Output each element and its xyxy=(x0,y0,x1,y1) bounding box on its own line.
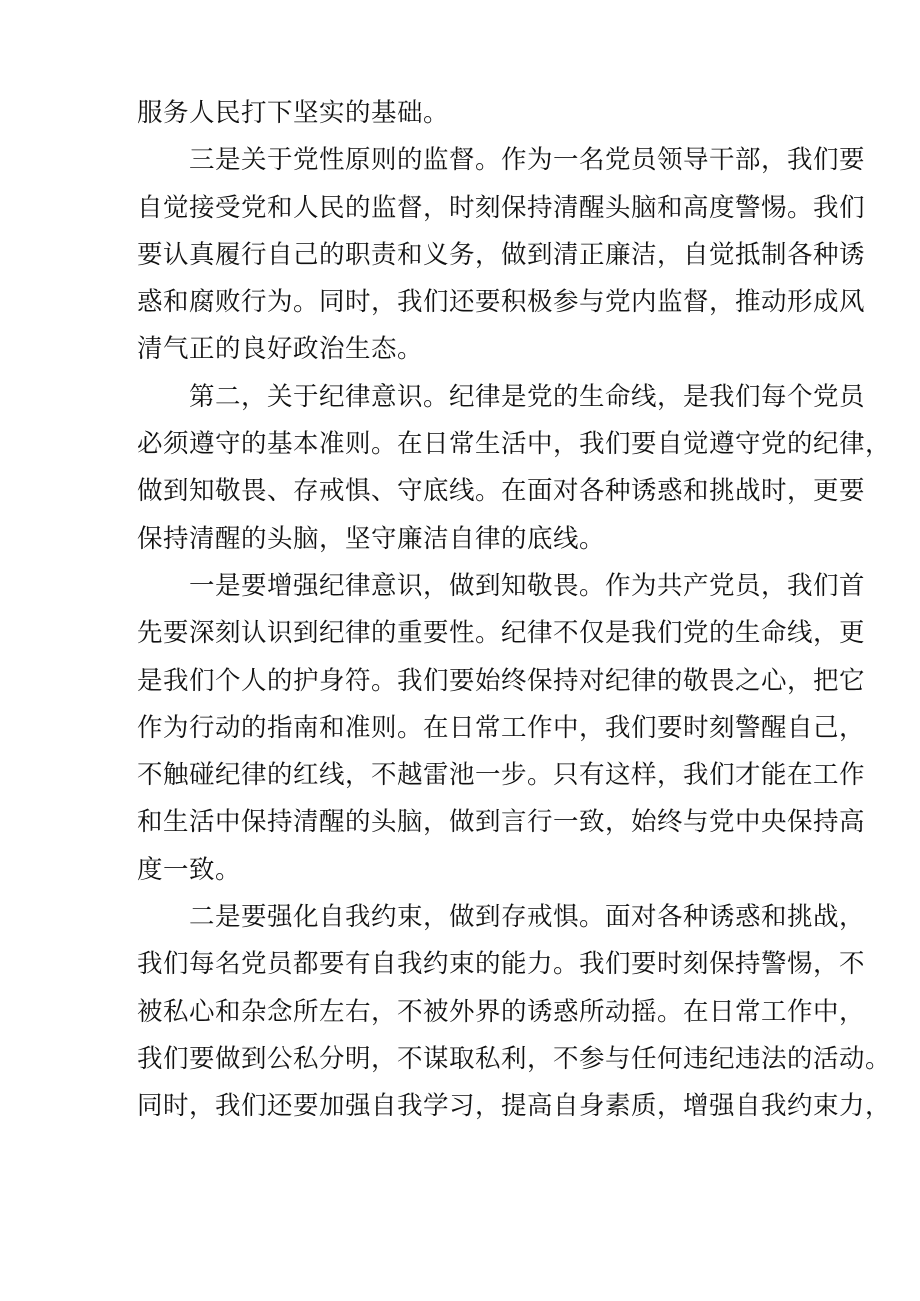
text-line: 二是要强化自我约束，做到存戒惧。面对各种诱惑和挑战， xyxy=(137,902,866,933)
text-line: 是我们个人的护身符。我们要始终保持对纪律的敬畏之心，把它 xyxy=(137,665,866,696)
text-line: 和生活中保持清醒的头脑，做到言行一致，始终与党中央保持高 xyxy=(137,807,866,838)
text-line: 第二，关于纪律意识。纪律是党的生命线，是我们每个党员 xyxy=(137,381,866,412)
text-line: 被私心和杂念所左右，不被外界的诱惑所动摇。在日常工作中， xyxy=(137,996,866,1027)
text-line: 不触碰纪律的红线，不越雷池一步。只有这样，我们才能在工作 xyxy=(137,760,866,791)
text-line: 自觉接受党和人民的监督，时刻保持清醒头脑和高度警惕。我们 xyxy=(137,192,866,223)
text-line: 服务人民打下坚实的基础。 xyxy=(137,98,450,128)
text-line: 做到知敬畏、存戒惧、守底线。在面对各种诱惑和挑战时，更要 xyxy=(137,476,866,507)
text-line: 我们每名党员都要有自我约束的能力。我们要时刻保持警惕，不 xyxy=(137,949,866,980)
document-body xyxy=(137,90,892,1131)
text-line: 作为行动的指南和准则。在日常工作中，我们要时刻警醒自己， xyxy=(137,712,866,743)
text-line: 同时，我们还要加强自我学习，提高自身素质，增强自我约束力， xyxy=(137,1091,892,1122)
text-line: 清气正的良好政治生态。 xyxy=(137,334,424,365)
text-line: 度一致。 xyxy=(137,854,242,885)
text-line: 必须遵守的基本准则。在日常生活中，我们要自觉遵守党的纪律， xyxy=(137,429,892,460)
text-line: 先要深刻认识到纪律的重要性。纪律不仅是我们党的生命线，更 xyxy=(137,618,866,649)
text-line: 惑和腐败行为。同时，我们还要积极参与党内监督，推动形成风 xyxy=(137,287,866,318)
text-line: 一是要增强纪律意识，做到知敬畏。作为共产党员，我们首 xyxy=(137,570,866,601)
text-line: 我们要做到公私分明，不谋取私利，不参与任何违纪违法的活动。 xyxy=(137,1043,892,1074)
text-line: 要认真履行自己的职责和义务，做到清正廉洁，自觉抵制各种诱 xyxy=(137,239,866,270)
text-line: 三是关于党性原则的监督。作为一名党员领导干部，我们要 xyxy=(137,145,866,176)
text-line: 保持清醒的头脑，坚守廉洁自律的底线。 xyxy=(137,523,606,554)
